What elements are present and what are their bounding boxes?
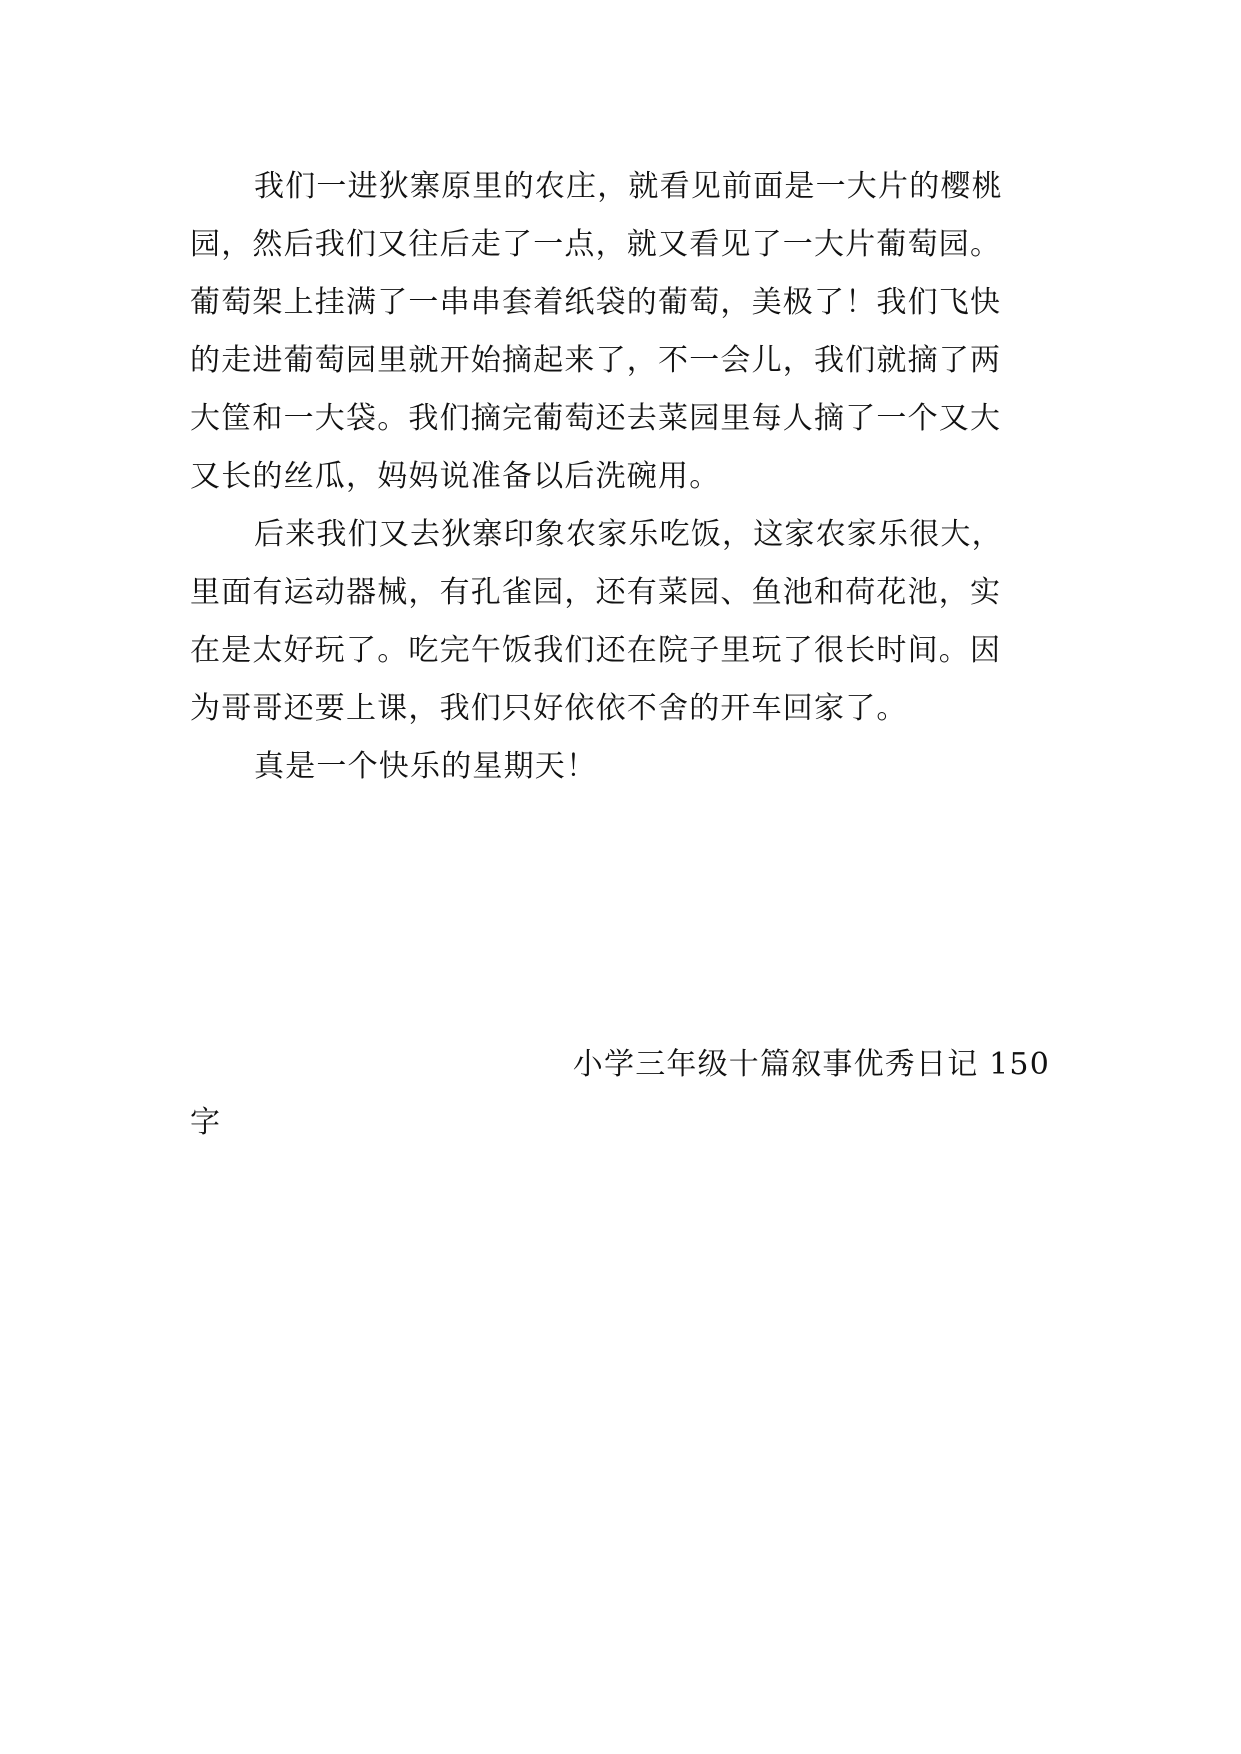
document-body: [190, 158, 1060, 796]
document-footer-title: [190, 1036, 1050, 1152]
paragraph-1-line-4: 的走进葡萄园里就开始摘起来了，不一会儿，我们就摘了两: [190, 343, 1002, 378]
paragraph-2-line-4: 为哥哥还要上课，我们只好依依不舍的开车回家了。: [190, 691, 908, 726]
paragraph-1-line-6: 又长的丝瓜，妈妈说准备以后洗碗用。: [190, 459, 721, 494]
paragraph-2-line-1: 后来我们又去狄寨印象农家乐吃饭，这家农家乐很大，: [254, 517, 1003, 552]
paragraph-1-line-2: 园，然后我们又往后走了一点，就又看见了一大片葡萄园。: [190, 227, 1002, 262]
footer-title-line-1: 小学三年级十篇叙事优秀日记 150: [572, 1047, 1050, 1082]
paragraph-2-line-2: 里面有运动器械，有孔雀园，还有菜园、鱼池和荷花池，实: [190, 575, 1002, 610]
paragraph-2-line-3: 在是太好玩了。吃完午饭我们还在院子里玩了很长时间。因: [190, 633, 1002, 668]
paragraph-1-line-1: 我们一进狄寨原里的农庄，就看见前面是一大片的樱桃: [254, 169, 1003, 204]
paragraph-1-line-5: 大筐和一大袋。我们摘完葡萄还去菜园里每人摘了一个又大: [190, 401, 1002, 436]
paragraph-1-line-3: 葡萄架上挂满了一串串套着纸袋的葡萄，美极了！我们飞快: [190, 285, 1002, 320]
footer-title-line-2: 字: [190, 1105, 222, 1140]
paragraph-3-line-1: 真是一个快乐的星期天！: [254, 749, 598, 784]
